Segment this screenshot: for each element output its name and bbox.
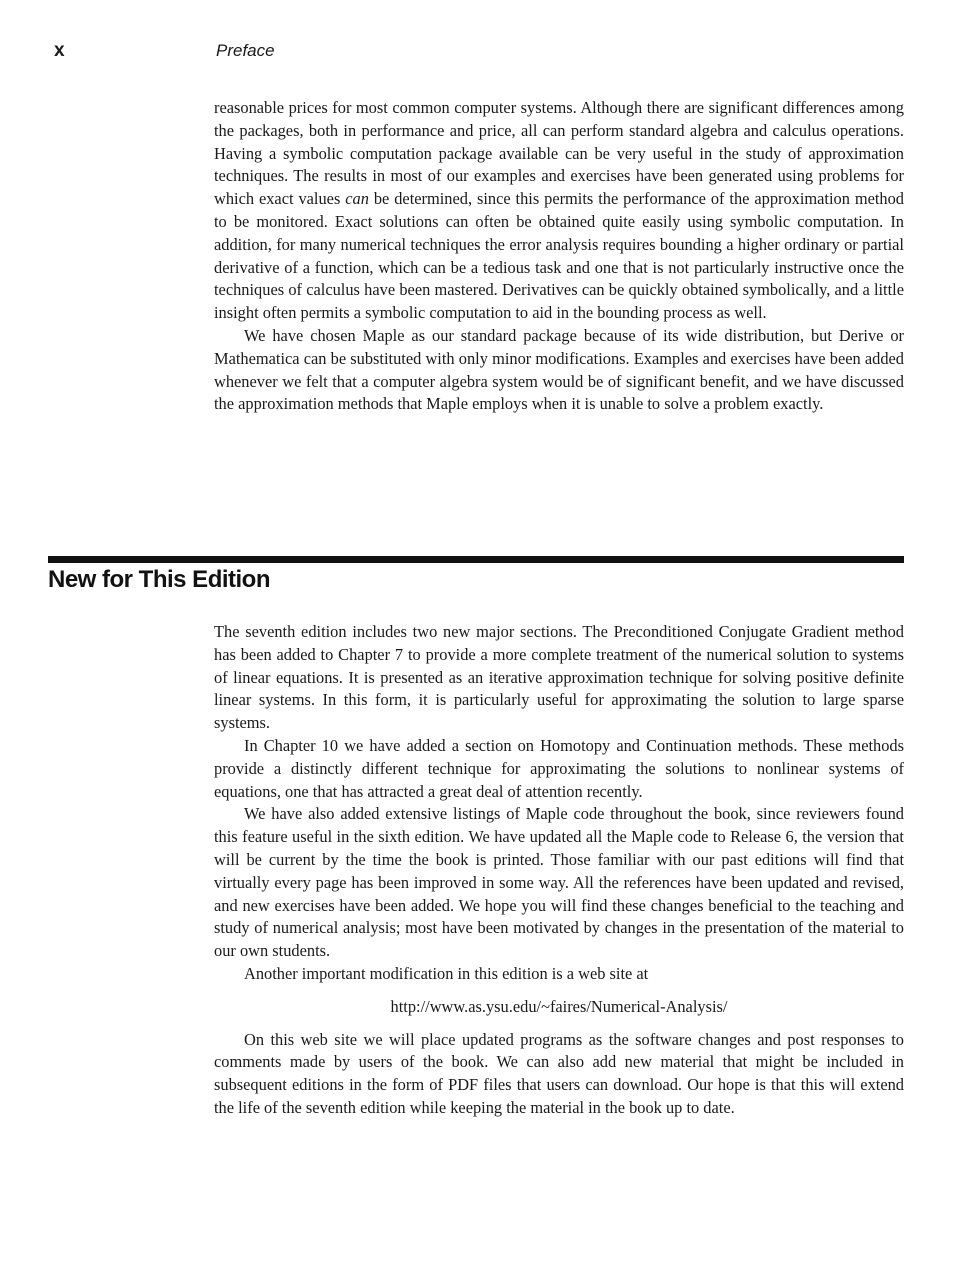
- intro-text-block: [214, 97, 904, 416]
- section-paragraph-2: In Chapter 10 we have added a section on Homotopy and Continuation methods. These methods provide a distinctly different technique for approximating the solutions to nonlinear systems of equations, one that has attracted a great deal of attention recently.: [214, 735, 904, 801]
- running-head: Preface: [216, 41, 275, 60]
- intro-paragraph-1-text: reasonable prices for most common computer systems. Although there are significant differences among the packages, both in performance and price, all can perform standard algebra and calculus operations. Having a symbolic computation package available can be very useful in the study of approximation techniques. The results in most of our examples and exercises have been generated using problems for which exact values: [214, 98, 904, 209]
- section-paragraph-1: The seventh edition includes two new major sections. The Preconditioned Conjugate Gradient method has been added to Chapter 7 to provide a more complete treatment of the numerical solution to systems of linear equations. It is presented as an iterative approximation technique for solving positive definite linear systems. In this form, it is particularly useful for approximating the solution to large sparse systems.: [214, 622, 904, 733]
- section-heading: New for This Edition: [48, 566, 270, 593]
- page-number: x: [54, 40, 65, 61]
- web-site-url[interactable]: http://www.as.ysu.edu/~faires/Numerical-Analysis/: [390, 996, 728, 1016]
- emphasis-can: can: [345, 189, 369, 209]
- section-rule: [48, 556, 904, 563]
- intro-paragraph-1-continued: be determined, since this permits the performance of the approximation method to be monitored. Exact solutions can often be obtained quite easily using symbolic computation. In addition, for many numerical techniques the error analysis requires bounding a higher ordinary or partial derivative of a function, which can be a tedious task and one that is not particularly instructive once the techniques of calculus have been mastered. Derivatives can be quickly obtained symbolically, and a little insight often permits a symbolic computation to aid in the bounding process as well.: [214, 189, 905, 323]
- intro-paragraph-1: [214, 97, 904, 325]
- section-paragraph-4: Another important modification in this edition is a web site at: [244, 963, 649, 983]
- section-paragraph-3: We have also added extensive listings of Maple code throughout the book, since reviewers found this feature useful in the sixth edition. We have updated all the Maple code to Release 6, the version that will be current by the time the book is printed. Those familiar with our past editions will find that virtually every page has been improved in some way. All the references have been updated and revised, and new exercises have been added. We hope you will find these changes beneficial to the teaching and study of numerical analysis; most have been motivated by changes in the presentation of the material to our own students.: [214, 804, 904, 961]
- intro-paragraph-2: We have chosen Maple as our standard package because of its wide distribution, but Derive or Mathematica can be substituted with only minor modifications. Examples and exercises have been added whenever we felt that a computer algebra system would be of significant benefit, and we have discussed the approximation methods that Maple employs when it is unable to solve a problem exactly.: [214, 325, 904, 414]
- section-paragraph-5: On this web site we will place updated programs as the software changes and post responses to comments made by users of the book. We can also add new material that might be included in subsequent editions in the form of PDF files that users can download. Our hope is that this will extend the life of the seventh edition while keeping the material in the book up to date.: [214, 1029, 904, 1117]
- section-text-block: [214, 621, 904, 1120]
